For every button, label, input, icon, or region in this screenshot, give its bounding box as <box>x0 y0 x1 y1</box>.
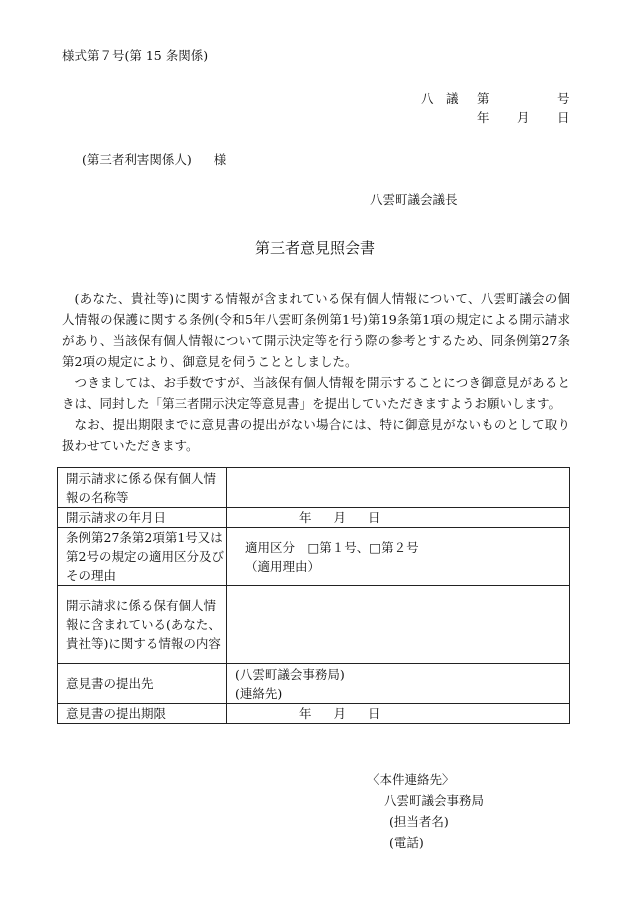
deadline-month: 月 <box>333 706 347 721</box>
body-text <box>62 288 570 456</box>
recipient-name: (第三者利害関係人) <box>82 152 192 167</box>
table-row <box>58 586 570 664</box>
table-row <box>58 664 570 704</box>
recipient-honorific: 様 <box>213 152 227 167</box>
deadline-day: 日 <box>368 706 381 721</box>
row-value-info-name <box>227 468 570 508</box>
issue-year: 年 <box>477 110 490 125</box>
contact-person: (担当者名) <box>389 814 449 829</box>
row-value-request-date <box>227 508 570 528</box>
row-label-submission-destination: 意見書の提出先 <box>58 664 227 704</box>
applicable-reason-line: （適用理由） <box>245 558 321 574</box>
row-value-submission-deadline <box>227 704 570 724</box>
document-title: 第三者意見照会書 <box>254 239 375 257</box>
request-day: 日 <box>368 510 381 525</box>
table-row <box>58 704 570 724</box>
row-label-request-date: 開示請求の年月日 <box>58 508 227 528</box>
row-value-applicable-category <box>227 528 570 586</box>
form-number: 様式第７号(第 15 条関係) <box>62 48 209 63</box>
table-row <box>58 468 570 508</box>
body-paragraph: つきましては、お手数ですが、当該保有個人情報を開示することにつき御意見があるときは、同封した「第三者開示決定等意見書」を提出していただきますようお願いします。 <box>62 375 570 411</box>
deadline-year: 年 <box>299 706 312 721</box>
request-month: 月 <box>333 510 347 525</box>
sender: 八雲町議会議長 <box>370 192 458 207</box>
contact-heading: 〈本件連絡先〉 <box>367 772 455 787</box>
issue-day: 日 <box>557 110 570 125</box>
contact-phone: (電話) <box>389 835 424 850</box>
row-label-info-content: 開示請求に係る保有個人情報に含まれている(あなた、貴社等)に関する情報の内容 <box>58 586 227 664</box>
body-paragraph: なお、提出期限までに意見書の提出がない場合には、特に御意見がないものとして取り扱わせていただきます。 <box>62 417 570 453</box>
row-value-info-content <box>227 586 570 664</box>
body-paragraph: (あなた、貴社等)に関する情報が含まれている保有個人情報について、八雲町議会の個人情報の保護に関する条例(令和5年八雲町条例第1号)第19条第1項の規定による開示請求があり、当該保有個人情報について開示決定等を行う際の参考とするため、同条例第27条第2項の規定により、御意見を伺うこととしました。 <box>62 291 570 369</box>
table-row <box>58 528 570 586</box>
table-row <box>58 508 570 528</box>
recipient-line <box>82 150 226 168</box>
issue-month: 月 <box>517 110 530 125</box>
inquiry-table <box>57 467 570 724</box>
row-value-submission-destination <box>227 664 570 704</box>
request-year: 年 <box>299 510 312 525</box>
row-label-info-name: 開示請求に係る保有個人情報の名称等 <box>58 468 227 508</box>
number-dai: 第 <box>477 91 490 106</box>
number-go: 号 <box>557 91 570 106</box>
row-label-applicable-category: 条例第27条第2項第1号又は第2号の規定の適用区分及びその理由 <box>58 528 227 586</box>
applicable-category-line: 適用区分 □第１号、□第２号 <box>245 539 419 555</box>
contact-office: 八雲町議会事務局 <box>384 793 485 808</box>
row-label-submission-deadline: 意見書の提出期限 <box>58 704 227 724</box>
destination-office: (八雲町議会事務局) <box>235 666 345 682</box>
number-prefix: 八 議 <box>421 91 459 106</box>
destination-contact: (連絡先) <box>235 685 283 701</box>
contact-block <box>367 769 484 853</box>
